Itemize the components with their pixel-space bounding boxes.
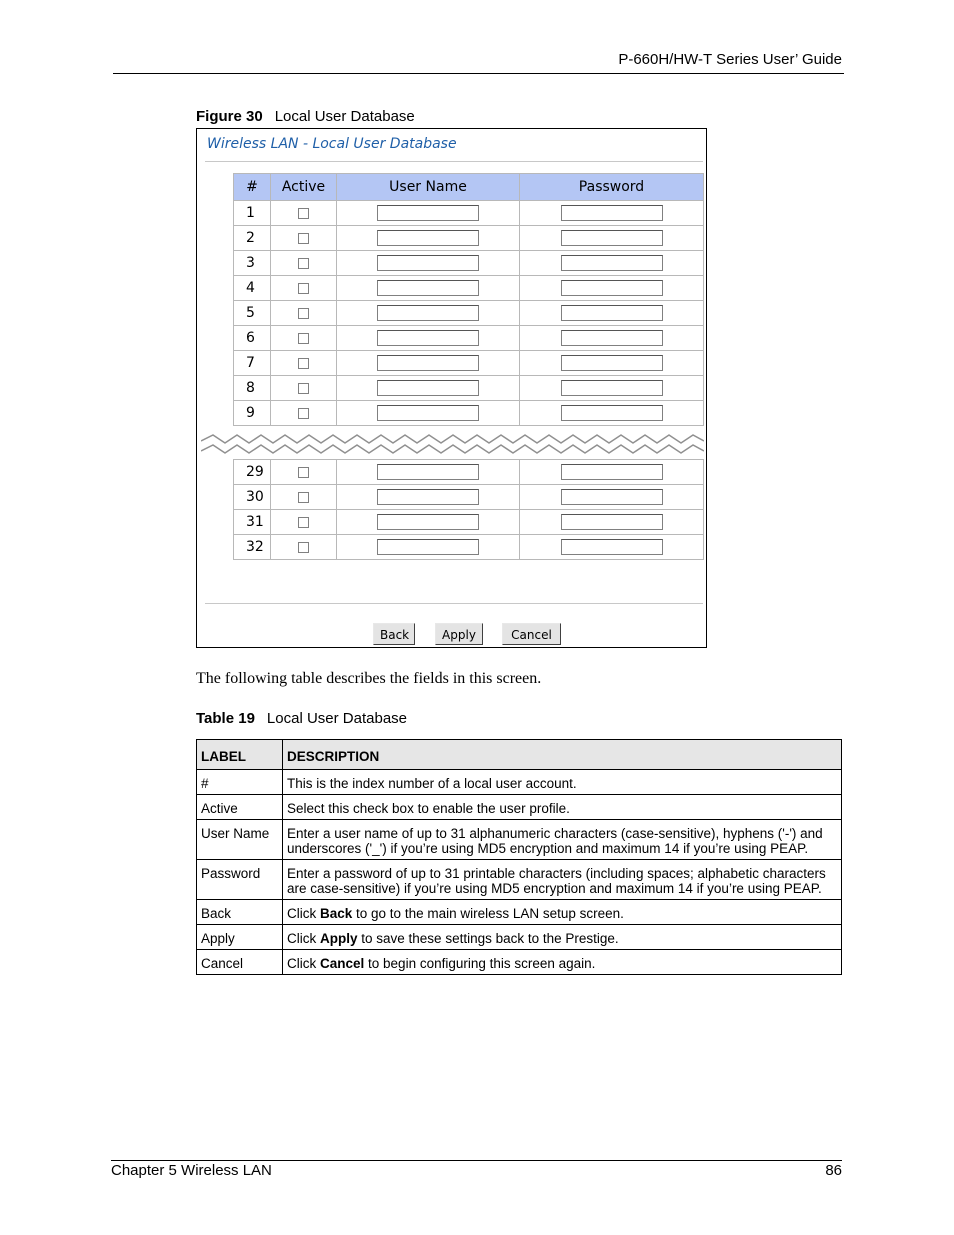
active-checkbox[interactable] xyxy=(298,358,309,369)
active-checkbox[interactable] xyxy=(298,233,309,244)
password-cell xyxy=(520,201,704,226)
user-index: 29 xyxy=(234,460,271,485)
row-description xyxy=(283,950,842,975)
user-row xyxy=(234,535,704,560)
password-input[interactable] xyxy=(561,380,663,396)
user-name-cell xyxy=(337,376,520,401)
password-input[interactable] xyxy=(561,355,663,371)
row-label: Cancel xyxy=(197,950,283,975)
user-index: 6 xyxy=(234,326,271,351)
row-label: # xyxy=(197,770,283,795)
user-row xyxy=(234,510,704,535)
row-description xyxy=(283,900,842,925)
footer-rule xyxy=(111,1160,842,1161)
description-bold-term: Back xyxy=(320,906,353,921)
password-cell xyxy=(520,276,704,301)
row-label: Apply xyxy=(197,925,283,950)
apply-button[interactable]: Apply xyxy=(435,623,483,645)
row-description xyxy=(283,925,842,950)
header-description: DESCRIPTION xyxy=(283,740,842,770)
description-row xyxy=(197,860,842,900)
user-row xyxy=(234,351,704,376)
active-cell xyxy=(271,535,337,560)
user-index: 2 xyxy=(234,226,271,251)
user-index: 4 xyxy=(234,276,271,301)
description-text: Click xyxy=(287,906,320,921)
user-table-bottom xyxy=(233,459,704,560)
user-name-cell xyxy=(337,535,520,560)
user-name-input[interactable] xyxy=(377,380,479,396)
user-name-input[interactable] xyxy=(377,280,479,296)
active-checkbox[interactable] xyxy=(298,308,309,319)
description-text: to begin configuring this screen again. xyxy=(364,956,596,971)
user-index: 5 xyxy=(234,301,271,326)
active-checkbox[interactable] xyxy=(298,517,309,528)
user-row xyxy=(234,401,704,426)
active-cell xyxy=(271,510,337,535)
password-input[interactable] xyxy=(561,405,663,421)
password-input[interactable] xyxy=(561,539,663,555)
user-table-header-row xyxy=(234,174,704,201)
screen-title-rule xyxy=(205,161,703,162)
password-cell xyxy=(520,535,704,560)
column-header-password: Password xyxy=(520,174,704,201)
footer-page-number: 86 xyxy=(825,1162,842,1179)
row-description: Enter a password of up to 31 printable characters (including spaces; alphabetic characters are case-sensitive) if you’re using MD5 encryption and maximum 14 if you’re using PEAP. xyxy=(283,860,842,900)
user-index: 7 xyxy=(234,351,271,376)
user-index: 9 xyxy=(234,401,271,426)
user-name-input[interactable] xyxy=(377,489,479,505)
user-name-input[interactable] xyxy=(377,464,479,480)
table-caption xyxy=(196,710,407,727)
active-checkbox[interactable] xyxy=(298,333,309,344)
active-cell xyxy=(271,401,337,426)
user-name-cell xyxy=(337,401,520,426)
active-cell xyxy=(271,251,337,276)
active-checkbox[interactable] xyxy=(298,258,309,269)
user-table-top xyxy=(233,173,704,426)
password-cell xyxy=(520,401,704,426)
description-text: Click xyxy=(287,931,320,946)
user-row xyxy=(234,301,704,326)
active-checkbox[interactable] xyxy=(298,283,309,294)
user-row xyxy=(234,326,704,351)
row-label: Password xyxy=(197,860,283,900)
footer-chapter: Chapter 5 Wireless LAN xyxy=(111,1162,272,1179)
user-name-cell xyxy=(337,485,520,510)
user-name-input[interactable] xyxy=(377,539,479,555)
password-input[interactable] xyxy=(561,489,663,505)
password-input[interactable] xyxy=(561,330,663,346)
password-cell xyxy=(520,251,704,276)
column-header-user-name: User Name xyxy=(337,174,520,201)
active-checkbox[interactable] xyxy=(298,408,309,419)
user-row xyxy=(234,276,704,301)
user-index: 30 xyxy=(234,485,271,510)
local-user-database-screen xyxy=(196,128,707,648)
user-name-cell xyxy=(337,201,520,226)
row-description: This is the index number of a local user account. xyxy=(283,770,842,795)
user-index: 32 xyxy=(234,535,271,560)
user-name-cell xyxy=(337,510,520,535)
user-row xyxy=(234,226,704,251)
back-button[interactable]: Back xyxy=(373,623,415,645)
user-name-input[interactable] xyxy=(377,405,479,421)
user-name-cell xyxy=(337,276,520,301)
user-name-input[interactable] xyxy=(377,230,479,246)
user-name-input[interactable] xyxy=(377,514,479,530)
password-cell xyxy=(520,485,704,510)
description-row xyxy=(197,795,842,820)
user-name-cell xyxy=(337,351,520,376)
active-cell xyxy=(271,485,337,510)
row-description: Enter a user name of up to 31 alphanumeric characters (case-sensitive), hyphens ('-') and underscores ('_') if you’re using MD5 encryption and maximum 14 if you’re using PEAP. xyxy=(283,820,842,860)
active-cell xyxy=(271,376,337,401)
user-name-input[interactable] xyxy=(377,255,479,271)
column-header-index: # xyxy=(234,174,271,201)
active-cell xyxy=(271,351,337,376)
user-name-cell xyxy=(337,326,520,351)
body-text: The following table describes the fields in this screen. xyxy=(196,670,542,687)
active-cell xyxy=(271,201,337,226)
password-cell xyxy=(520,376,704,401)
user-name-input[interactable] xyxy=(377,330,479,346)
table-label: Table 19 xyxy=(196,710,255,727)
active-checkbox[interactable] xyxy=(298,467,309,478)
row-label: Active xyxy=(197,795,283,820)
description-row xyxy=(197,925,842,950)
user-name-input[interactable] xyxy=(377,355,479,371)
password-input[interactable] xyxy=(561,205,663,221)
description-row xyxy=(197,820,842,860)
active-checkbox[interactable] xyxy=(298,542,309,553)
user-name-input[interactable] xyxy=(377,205,479,221)
user-row xyxy=(234,485,704,510)
screen-title: Wireless LAN - Local User Database xyxy=(207,136,457,152)
button-rule xyxy=(205,603,703,604)
row-description: Select this check box to enable the user profile. xyxy=(283,795,842,820)
user-index: 1 xyxy=(234,201,271,226)
active-cell xyxy=(271,460,337,485)
column-header-active: Active xyxy=(271,174,337,201)
figure-title: Local User Database xyxy=(274,108,415,125)
active-checkbox[interactable] xyxy=(298,492,309,503)
header-rule xyxy=(113,73,844,74)
user-row xyxy=(234,460,704,485)
row-label: User Name xyxy=(197,820,283,860)
cancel-button[interactable]: Cancel xyxy=(502,623,561,645)
description-row xyxy=(197,900,842,925)
active-cell xyxy=(271,301,337,326)
user-index: 31 xyxy=(234,510,271,535)
page-header-title: P-660H/HW-T Series User’ Guide xyxy=(618,51,842,68)
row-label: Back xyxy=(197,900,283,925)
description-row xyxy=(197,770,842,795)
user-name-input[interactable] xyxy=(377,305,479,321)
user-row xyxy=(234,201,704,226)
description-table-header-row xyxy=(197,740,842,770)
description-table xyxy=(196,739,842,975)
password-input[interactable] xyxy=(561,464,663,480)
user-index: 3 xyxy=(234,251,271,276)
password-cell xyxy=(520,301,704,326)
description-bold-term: Cancel xyxy=(320,956,365,971)
user-name-cell xyxy=(337,301,520,326)
active-cell xyxy=(271,276,337,301)
active-checkbox[interactable] xyxy=(298,208,309,219)
password-cell xyxy=(520,510,704,535)
user-name-cell xyxy=(337,226,520,251)
description-text: to go to the main wireless LAN setup screen. xyxy=(352,906,624,921)
description-bold-term: Apply xyxy=(320,931,358,946)
user-name-cell xyxy=(337,460,520,485)
user-index: 8 xyxy=(234,376,271,401)
user-row xyxy=(234,251,704,276)
description-text: Click xyxy=(287,956,320,971)
description-text: to save these settings back to the Prestige. xyxy=(357,931,619,946)
description-row xyxy=(197,950,842,975)
active-checkbox[interactable] xyxy=(298,383,309,394)
password-input[interactable] xyxy=(561,305,663,321)
password-input[interactable] xyxy=(561,280,663,296)
password-cell xyxy=(520,460,704,485)
password-cell xyxy=(520,326,704,351)
password-cell xyxy=(520,226,704,251)
password-input[interactable] xyxy=(561,514,663,530)
active-cell xyxy=(271,326,337,351)
active-cell xyxy=(271,226,337,251)
password-input[interactable] xyxy=(561,255,663,271)
password-cell xyxy=(520,351,704,376)
header-label: LABEL xyxy=(197,740,283,770)
figure-label: Figure 30 xyxy=(196,108,263,125)
password-input[interactable] xyxy=(561,230,663,246)
table-title: Local User Database xyxy=(266,710,407,727)
user-name-cell xyxy=(337,251,520,276)
figure-caption xyxy=(196,108,415,125)
user-row xyxy=(234,376,704,401)
